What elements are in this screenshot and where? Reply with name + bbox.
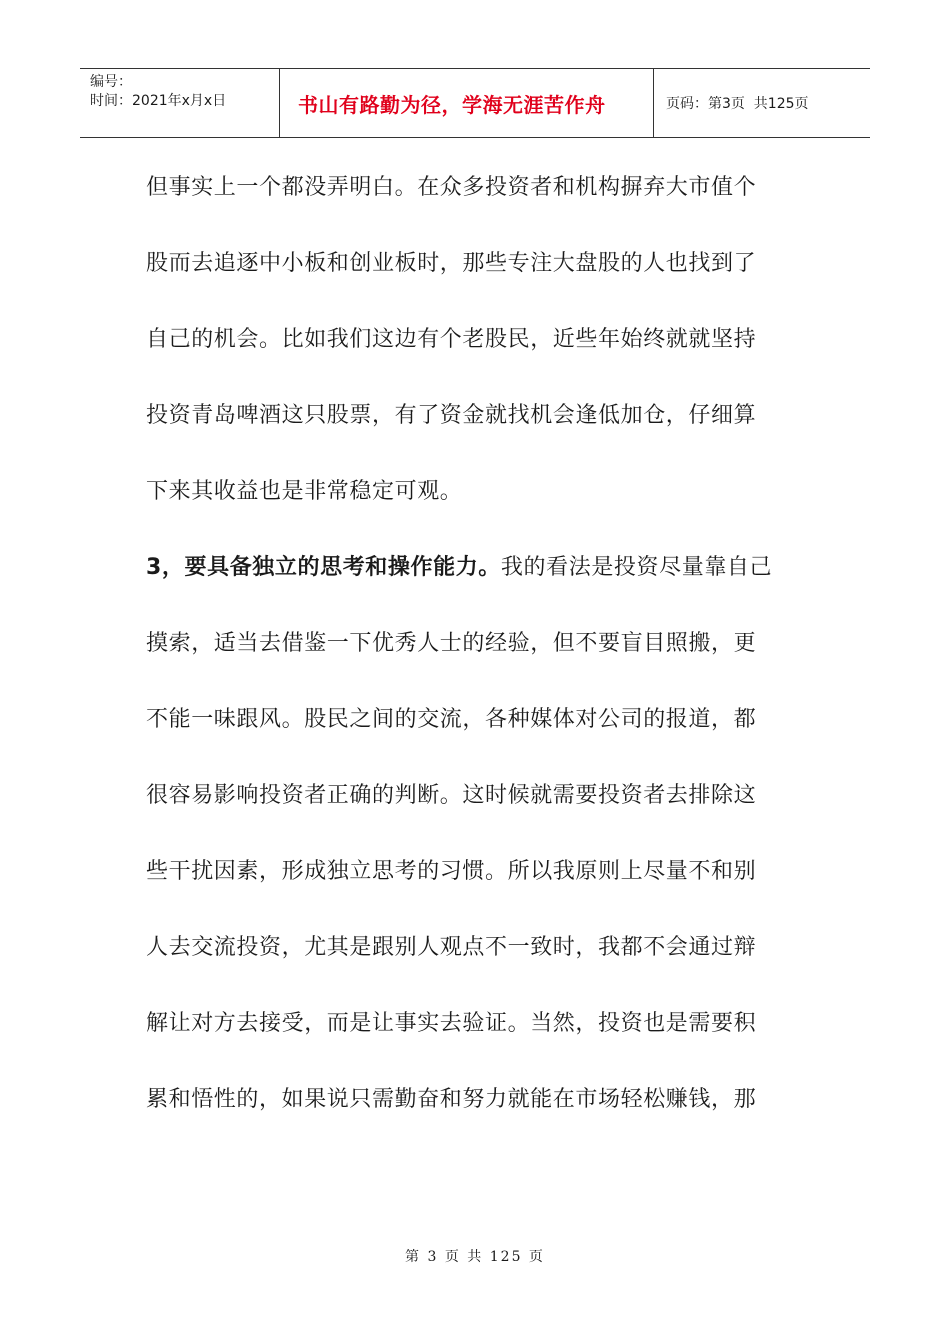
- text-line: 股而去追逐中小板和创业板时，那些专注大盘股的人也找到了: [146, 251, 757, 276]
- header-motto: [280, 69, 654, 137]
- paragraph-2: [146, 540, 816, 1148]
- document-date: 时间：2021年x月x日: [90, 93, 227, 109]
- text-line: 很容易影响投资者正确的判断。这时候就需要投资者去排除这: [146, 783, 757, 808]
- heading-continuation: 我的看法是投资尽量靠自己: [500, 555, 773, 580]
- page-info-text: 页码：第3页 共125页: [666, 96, 809, 112]
- page-footer: 第 3 页 共 125 页: [405, 1249, 545, 1265]
- text-line: 不能一味跟风。股民之间的交流，各种媒体对公司的报道，都: [146, 707, 757, 732]
- document-body: [146, 160, 816, 1148]
- text-line: 解让对方去接受，而是让事实去验证。当然，投资也是需要积: [146, 1011, 757, 1036]
- text-line: 人去交流投资，尤其是跟别人观点不一致时，我都不会通过辩: [146, 935, 757, 960]
- paragraph-1: [146, 160, 816, 540]
- text-line: 摸索，适当去借鉴一下优秀人士的经验，但不要盲目照搬，更: [146, 631, 757, 656]
- text-line: 自己的机会。比如我们这边有个老股民，近些年始终就就坚持: [146, 327, 757, 352]
- motto-text: 书山有路勤为径，学海无涯苦作舟: [298, 92, 606, 117]
- header-meta: [80, 69, 280, 137]
- document-number: 编号：: [90, 74, 132, 90]
- page-header: [80, 68, 870, 138]
- section-heading: 3，要具备独立的思考和操作能力。: [146, 555, 501, 580]
- text-line: 累和悟性的，如果说只需勤奋和努力就能在市场轻松赚钱，那: [146, 1087, 757, 1112]
- text-line: 些干扰因素，形成独立思考的习惯。所以我原则上尽量不和别: [146, 859, 757, 884]
- text-line: 但事实上一个都没弄明白。在众多投资者和机构摒弃大市值个: [146, 175, 757, 200]
- header-page-info: [654, 69, 870, 137]
- text-line-first: [146, 540, 816, 616]
- text-line: 投资青岛啤酒这只股票，有了资金就找机会逢低加仓，仔细算: [146, 403, 757, 428]
- text-line: 下来其收益也是非常稳定可观。: [146, 479, 463, 504]
